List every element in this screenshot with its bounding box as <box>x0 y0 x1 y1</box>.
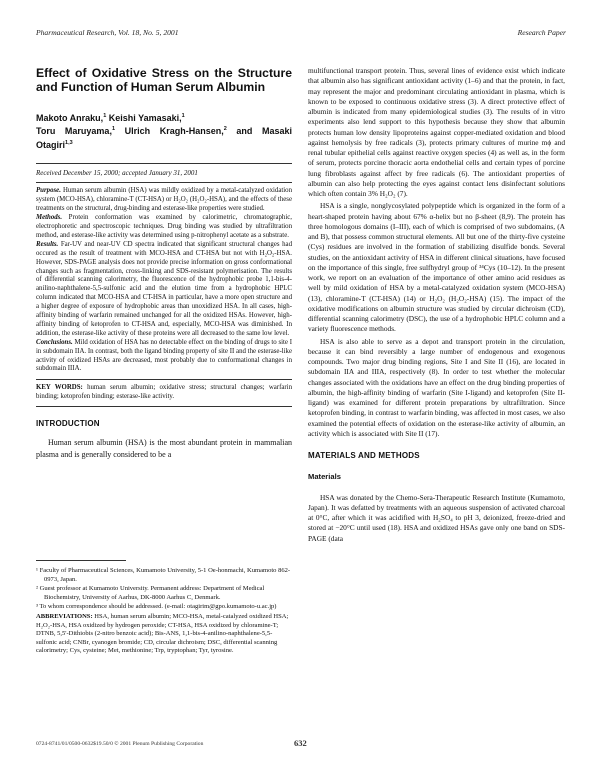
author-list <box>36 111 292 152</box>
journal-citation: Pharmaceutical Research, Vol. 18, No. 5, 2001 <box>36 28 179 37</box>
abstract-label: Conclusions. <box>36 338 73 346</box>
divider <box>36 163 292 164</box>
page-footer <box>36 738 566 748</box>
author-name: Ulrich Kragh-Hansen, <box>115 126 224 137</box>
copyright-line: 0724-8741/01/0500-0632$19.50/0 © 2001 Plenum Publishing Corporation <box>36 741 204 747</box>
abstract-results: Results. Far-UV and near-UV CD spectra indicated that significant structural changes had occured as the result of treatment with MCO-HSA and CT-HSA but not with H₂O₂-HSA. However, SDS-PAGE analysis does not provide precise information on gross conformational changes such as fragmentation, cross-linking and SDS-resistant polymerisation. The results of differential scanning calorimetry, the fluorescence of the hydrophobic probe 1,1-bis-4-anilino-naphthalene-5,5-sulfonic acid and the elution time from a hydrophobic HPLC column indicated that MCO-HSA and CT-HSA in particular, have a more open structure and a higher degree of exposure of hydrophobic areas than unoxidized HSA. In all cases, high-affinity binding of warfarin remained unchanged for all the oxidized HSAs. However, high-affinity binding of ketoprofen to CT-HSA and, especially, MCO-HSA was diminished. In addition, the esterase-like activity of these proteins were all decreased to the same low level. <box>36 240 292 337</box>
author-name: and Masaki Otagiri <box>36 126 292 150</box>
abbreviations: ABBREVIATIONS: HSA, human serum albumin; MCO-HSA, metal-catalyzed oxidized HSA; H₂O₂-HSA, HSA oxidized by hydrogen peroxide; CT-HSA, HSA oxidized by chloramine-T; DTNB, 5,5'-Dithiobis (2-nitro benzoic acid); Bis-ANS, 1,1-bis-4-anilino-naphthalene-5,5-sulfonic acid; CNBr, cyanogen bromide; CD, circular dichroism; DSC, differential scanning calorimetry; Cys, cysteine; Met, methionine; Trp, tryptophan; Tyr, tyrosine. <box>36 612 289 655</box>
abstract-label: Purpose. <box>36 187 61 195</box>
footnote: ³ To whom correspondence should be addressed. (e-mail: otagirim@gpo.kumamoto-u.ac.jp) <box>36 603 277 611</box>
footnote: ¹ Faculty of Pharmaceutical Sciences, Kumamoto University, 5-1 Oe-honmachi, Kumamoto 862-0973, Japan. <box>36 567 291 583</box>
divider <box>36 406 292 407</box>
abbreviations-label: ABBREVIATIONS: <box>36 612 93 620</box>
body-paragraph: HSA was donated by the Chemo-Sera-Therapeutic Research Institute (Kumamoto, Japan). It was defatted by treatments with an aqueous suspension of activated charcoal at 0°C, after which it was acidified with H₂SO₄ to pH 3, deionized, freeze-dried and stored at −20°C until used (18). HSA and oxidized HSAs gave only one band on SDS-PAGE (data <box>308 492 565 543</box>
author-affiliation-mark: 1,3 <box>65 139 73 146</box>
author-affiliation-mark: 2 <box>223 126 227 133</box>
author-name: Keishi Yamasaki, <box>106 112 182 123</box>
footnote: ² Guest professor at Kumamoto University. Permanent address: Department of Medical Biochemistry, University of Aarhus, DK-8000 Aarhus C, Denmark. <box>36 585 265 601</box>
article-title: Effect of Oxidative Stress on the Structure and Function of Human Serum Albumin <box>36 66 292 95</box>
abstract-conclusions: Conclusions. Mild oxidation of HSA has no detectable effect on the binding of drugs to site I in subdomain IIA. In contrast, both the ligand binding property of site II and the esterase-like activity of oxidized HSAs are decreased, most probably due to conformational changes in subdomain IIIA. <box>36 338 292 373</box>
abstract-label: Results. <box>36 240 59 248</box>
abstract <box>36 187 292 374</box>
author-name: Toru Maruyama, <box>36 126 112 137</box>
footnotes <box>36 560 292 657</box>
received-dates: Received December 15, 2000; accepted January 31, 2001 <box>36 169 198 178</box>
introduction-paragraph: Human serum albumin (HSA) is the most abundant protein in mammalian plasma and is generally considered to be a <box>36 438 292 459</box>
page-number: 632 <box>294 738 307 748</box>
running-header <box>36 28 566 37</box>
left-column <box>36 66 292 460</box>
keywords-label: KEY WORDS: <box>36 384 83 392</box>
abstract-label: Methods. <box>36 214 63 222</box>
right-column <box>308 66 565 546</box>
body-paragraph: HSA is also able to serve as a depot and transport protein in the circulation, because it can bind reversibly a large number of endogenous and exogenous compounds. Two major drug binding regions, Site I and Site II (16), are located in subdomain IIA and IIIA, respectively (8). In order to test whether the molecular changes associated with the oxidations have an effect on the drug binding properties of albumin, the high-affinity binding of warfarin (Site I-ligand) and ketoprofen (Site II-ligand) was examined for different protein preparations by ultrafiltration. Since ketoprofen binding, in contrast to warfarin binding, was affected in most cases, we also examined the potential effects of oxidation on the esterase-like activity of albumin, an activity which is associated with Site II (17). <box>308 336 565 438</box>
divider <box>36 182 292 183</box>
subsection-heading-materials: Materials <box>308 472 341 482</box>
footnote-divider <box>36 560 126 561</box>
author-affiliation-mark: 1 <box>181 112 185 119</box>
author-name: Makoto Anraku, <box>36 112 104 123</box>
abstract-methods: Methods. Protein conformation was examined by calorimetric, chromatographic, electrophoretic and spectroscopic techniques. Drug binding was studied by ultrafiltration method, and esterase-like activity was determined using p-nitrophenyl acetate as a substrate. <box>36 214 292 239</box>
keywords: KEY WORDS: human serum albumin; oxidative stress; structural changes; warfarin binding; ketoprofen binding; esterase-like activity. <box>36 384 292 401</box>
section-heading-methods: MATERIALS AND METHODS <box>308 451 420 460</box>
author-affiliation-mark: 1 <box>111 126 116 133</box>
divider <box>36 379 292 380</box>
body-paragraph: HSA is a single, nonglycosylated polypeptide which is organized in the form of a heart-shaped protein having about 67% α-helix but no β-sheet (8,9). The protein has three homologous domains (I–III), each of which is comprised of two subdomains, (A and B), that possess common structural elements. All but one of the thirty-five cysteine (Cys) residues are involved in the formation of stabilizing disulfide bonds. Several studies, on the antioxidant activity of HSA in different clinical situations, have focused on the importance of this single, free sulfhydryl group of ³⁴Cys (10–12). In the present work, we report on an evaluation of the importance of other amino acid residues as well by mild oxidation of HSA by a metal-catalyzed oxidation system (MCO-HSA) (13), chloramine-T (CT-HSA) (14) or H₂O₂ (H₂O₂-HSA) (15). The impact of the oxidative modifications on albumin structure was studied by circular dichroism (CD), differential scanning calorimetry (DSC), the use of a hydrophobic HPLC column and a variety fluorescence methods. <box>308 201 565 334</box>
section-heading-introduction: INTRODUCTION <box>36 419 100 429</box>
body-paragraph: multifunctional transport protein. Thus, several lines of evidence exist which indicate that albumin also has significant antioxidant activity (1–6) and that the protein, in fact, may represent the major and predominant circulating antioxidant in plasma, which is known to be exposed to continuous oxidative stress (3). A direct protective effect of albumin is indicated from many epidemiological studies (3). The results of in vitro experiments also lend support to this hypothesis because they show that albumin protects human low density lipoproteins against copper-mediated oxidation and blood against hemolysis by free radicals (3), protects primary cultures of murine mϕ and renal tubular epithelial cells against reactive oxygen species (4) as well as, in the form of serum, protects porcine thoracic aorta endothelial cells and certain types of porcine lung fibroblasts against affect by free radicals (6). The antioxidant properties of albumin can also help protecting the eyes against contact lens disinfectant solutions which often contain 3% H₂O₂ (7). <box>308 66 565 198</box>
article-type: Research Paper <box>517 28 566 37</box>
author-affiliation-mark: 1 <box>103 112 107 119</box>
abstract-purpose: Purpose. Human serum albumin (HSA) was mildly oxidized by a metal-catalyzed oxidation system (MCO-HSA), chloramine-T (CT-HSA) or H₂O₂ (H₂O₂-HSA), and the effects of these treatments on the structural, drug-binding and esterase-like properties were studied. <box>36 187 292 213</box>
